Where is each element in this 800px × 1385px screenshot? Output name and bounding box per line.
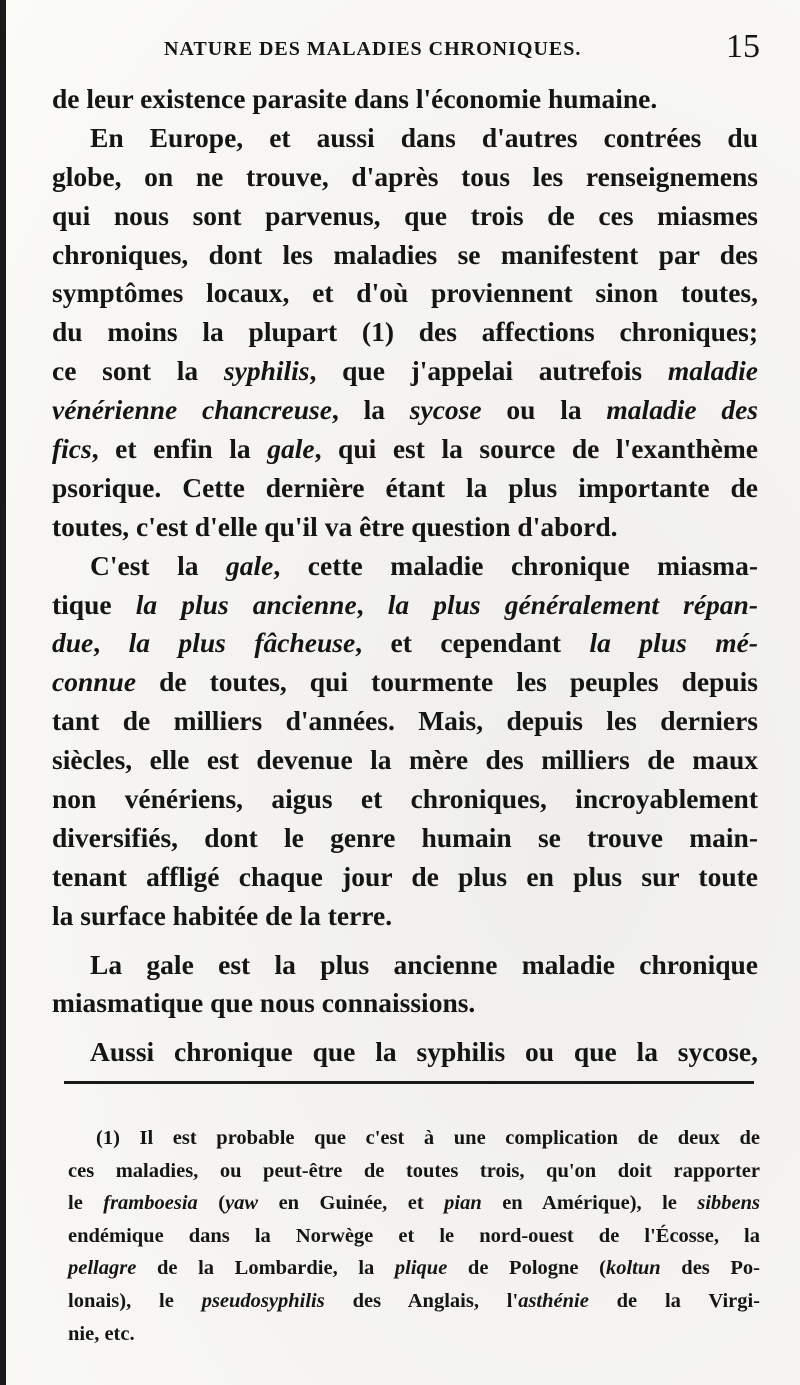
italic-text: la plus généralement répan- bbox=[387, 588, 759, 620]
body-line bbox=[52, 897, 758, 936]
text-run: , cette maladie chronique miasma- bbox=[273, 549, 758, 581]
text-run: toutes, c'est d'elle qu'il va être question d'abord. bbox=[52, 510, 618, 542]
footnote-line bbox=[68, 1155, 760, 1188]
text-run: , qui est la source de l'exanthème bbox=[314, 433, 758, 465]
text-run: des Anglais, l' bbox=[324, 1289, 519, 1312]
text-run: globe, on ne trouve, d'après tous les renseignemens bbox=[52, 160, 758, 192]
italic-text: la plus ancienne bbox=[135, 588, 357, 620]
footnote-line bbox=[68, 1252, 760, 1285]
body-line bbox=[52, 819, 758, 858]
italic-text: framboesia bbox=[103, 1192, 198, 1215]
italic-text: pian bbox=[444, 1192, 482, 1215]
footnote bbox=[68, 1122, 760, 1350]
body-line bbox=[52, 946, 758, 985]
body-line bbox=[52, 586, 758, 625]
text-run: du moins la plupart (1) des affections chroniques; bbox=[52, 316, 758, 348]
text-run: tique bbox=[52, 588, 136, 620]
body-line bbox=[52, 352, 758, 391]
paragraph-gap bbox=[52, 936, 758, 946]
italic-text: vénérienne chancreuse bbox=[52, 394, 332, 426]
main-text bbox=[52, 80, 758, 1072]
body-line bbox=[52, 158, 758, 197]
text-run: lonais), le bbox=[68, 1289, 202, 1312]
body-line bbox=[52, 197, 758, 236]
footnote-line bbox=[68, 1187, 760, 1220]
italic-text: la plus fâcheuse bbox=[128, 627, 356, 659]
text-run: nie, etc. bbox=[68, 1322, 135, 1345]
body-line bbox=[52, 741, 758, 780]
text-run: C'est la bbox=[90, 549, 227, 581]
body-line bbox=[52, 984, 758, 1023]
text-run: de la Lombardie, la bbox=[136, 1257, 395, 1280]
body-line bbox=[52, 1033, 758, 1072]
italic-text: yaw bbox=[225, 1192, 259, 1215]
text-run: symptômes locaux, et d'où proviennent sinon toutes, bbox=[52, 277, 758, 309]
text-run: de leur existence parasite dans l'économie humaine. bbox=[52, 83, 658, 114]
text-run: tenant affligé chaque jour de plus en plus sur toute bbox=[52, 860, 758, 892]
text-run: En Europe, et aussi dans d'autres contrées du bbox=[90, 121, 758, 153]
italic-text: pellagre bbox=[68, 1257, 137, 1280]
italic-text: syphilis bbox=[223, 355, 310, 387]
text-run: ces maladies, ou peut-être de toutes trois, qu'on doit rapporter bbox=[68, 1159, 760, 1182]
italic-text: pseudosyphilis bbox=[201, 1289, 325, 1312]
paragraph-gap bbox=[52, 1023, 758, 1033]
body-line bbox=[52, 780, 758, 819]
body-line bbox=[52, 430, 758, 469]
footnote-line bbox=[68, 1220, 760, 1253]
body-line bbox=[52, 663, 758, 702]
footnote-line bbox=[68, 1122, 760, 1155]
body-line bbox=[52, 508, 758, 547]
italic-text: la plus mé- bbox=[589, 627, 759, 659]
body-line bbox=[52, 80, 758, 119]
italic-text: connue bbox=[52, 666, 137, 698]
text-run: non vénériens, aigus et chroniques, incroyablement bbox=[52, 783, 758, 815]
italic-text: due bbox=[52, 627, 94, 659]
running-head bbox=[46, 28, 760, 68]
italic-text: gale bbox=[226, 549, 274, 581]
italic-text: plique bbox=[394, 1257, 448, 1280]
body-line bbox=[52, 391, 758, 430]
body-line bbox=[52, 274, 758, 313]
italic-text: asthénie bbox=[518, 1289, 589, 1312]
footnote-line bbox=[68, 1318, 760, 1351]
body-line bbox=[52, 547, 758, 586]
body-line bbox=[52, 236, 758, 275]
text-run: siècles, elle est devenue la mère des milliers de maux bbox=[52, 744, 758, 776]
italic-text: sycose bbox=[409, 394, 482, 426]
body-line bbox=[52, 702, 758, 741]
text-run: de Pologne ( bbox=[447, 1257, 606, 1280]
body-line bbox=[52, 469, 758, 508]
footnote-line bbox=[68, 1285, 760, 1318]
text-run: ou la bbox=[481, 394, 607, 426]
text-run: de toutes, qui tourmente les peuples depuis bbox=[136, 666, 758, 698]
body-line bbox=[52, 313, 758, 352]
text-run: en Guinée, et bbox=[258, 1192, 445, 1215]
text-run: , et cependant bbox=[355, 627, 590, 659]
text-run: La gale est la plus ancienne maladie chronique bbox=[90, 948, 758, 980]
text-run: de la Virgi- bbox=[588, 1289, 761, 1312]
text-run: , bbox=[93, 627, 129, 659]
text-run: diversifiés, dont le genre humain se trouve main- bbox=[52, 821, 758, 853]
text-run: (1) Il est probable que c'est à une complication de deux de bbox=[96, 1127, 760, 1149]
text-run: , et enfin la bbox=[91, 433, 268, 465]
italic-text: fics bbox=[52, 433, 92, 465]
text-run: , la bbox=[331, 394, 410, 426]
text-run: tant de milliers d'années. Mais, depuis les derniers bbox=[52, 705, 758, 737]
text-run: ( bbox=[197, 1192, 226, 1215]
text-run: endémique dans la Norwège et le nord-ouest de l'Écosse, la bbox=[68, 1224, 760, 1247]
text-run: en Amérique), le bbox=[481, 1192, 698, 1215]
text-run: le bbox=[68, 1192, 104, 1215]
italic-text: maladie des bbox=[606, 394, 759, 426]
italic-text: sibbens bbox=[697, 1192, 760, 1215]
italic-text: gale bbox=[267, 433, 315, 465]
text-run: des Po- bbox=[660, 1257, 761, 1280]
footnote-rule bbox=[64, 1081, 754, 1084]
italic-text: koltun bbox=[605, 1257, 661, 1280]
text-run: ce sont la bbox=[52, 355, 224, 387]
text-run: chroniques, dont les maladies se manifestent par des bbox=[52, 238, 758, 270]
page-number: 15 bbox=[726, 28, 760, 65]
body-line bbox=[52, 624, 758, 663]
body-line bbox=[52, 858, 758, 897]
body-line bbox=[52, 119, 758, 158]
text-run: la surface habitée de la terre. bbox=[52, 899, 393, 931]
text-run: miasmatique que nous connaissions. bbox=[52, 987, 476, 1019]
text-run: , bbox=[356, 588, 388, 620]
running-title: NATURE DES MALADIES CHRONIQUES. bbox=[164, 38, 582, 60]
text-run: Aussi chronique que la syphilis ou que la sycose, bbox=[90, 1036, 758, 1068]
text-run: , que j'appelai autrefois bbox=[309, 355, 668, 387]
text-run: psorique. Cette dernière étant la plus importante de bbox=[52, 471, 758, 503]
italic-text: maladie bbox=[667, 355, 758, 387]
text-run: qui nous sont parvenus, que trois de ces miasmes bbox=[52, 199, 758, 231]
